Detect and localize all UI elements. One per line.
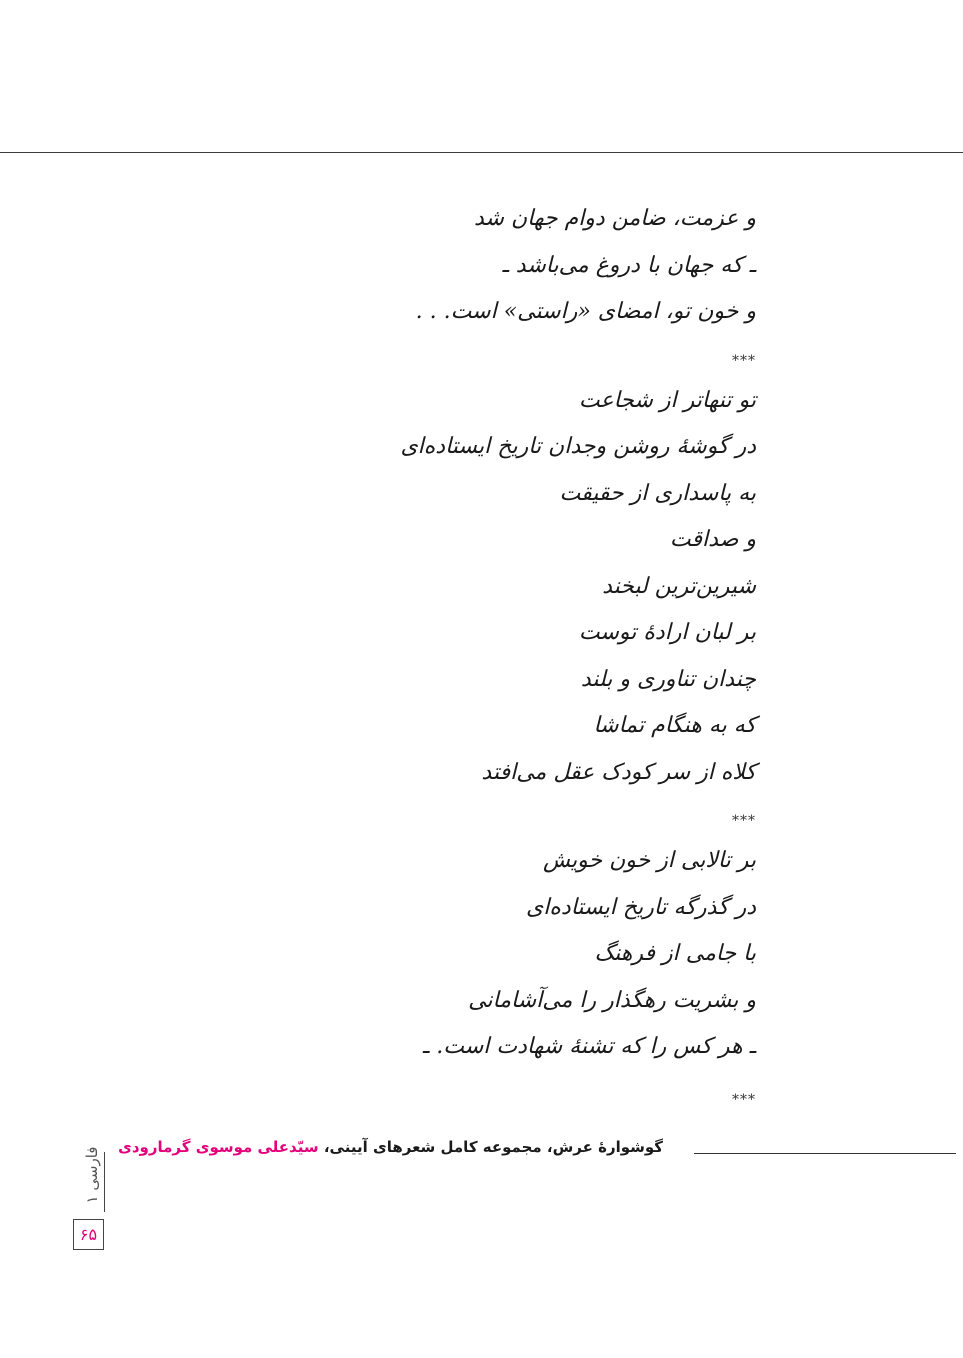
stanza-separator: ***: [732, 813, 756, 829]
source-author: سیّدعلی موسوی گرمارودی: [118, 1138, 319, 1156]
source-citation: [118, 1138, 663, 1156]
poem-line: شیرین‌ترین لبخند: [602, 573, 756, 599]
poem-line: چندان تناوری و بلند: [580, 666, 756, 692]
poem-line: در گوشهٔ روشن وجدان تاریخ ایستاده‌ای: [400, 434, 756, 459]
poem-line: بر لبان ارادهٔ توست: [578, 620, 756, 645]
poem-line: و صداقت: [669, 527, 756, 552]
poem-line: تو تنهاتر از شجاعت: [578, 387, 756, 413]
poem-line: ـ هر کس را که تشنهٔ شهادت است. ـ: [422, 1034, 756, 1059]
poem-line: ـ که جهان با دروغ می‌باشد ـ: [502, 252, 756, 278]
book-label-rule: [104, 1152, 105, 1212]
poem-line: و خون تو، امضای «راستی» است. . .: [415, 299, 756, 324]
poem-line: بر تالابی از خون خویش: [542, 848, 756, 873]
source-rule: [694, 1153, 956, 1154]
poem-line: به پاسداری از حقیقت: [559, 480, 756, 506]
poem: [400, 196, 756, 1117]
page-number: ۶۵: [73, 1219, 104, 1250]
poem-line: در گذرگه تاریخ ایستاده‌ای: [526, 894, 756, 920]
source-text: گوشوارهٔ عرش، مجموعه کامل شعرهای آیینی،: [323, 1138, 663, 1156]
book-label: فارسی ۱: [83, 1146, 101, 1204]
poem-line: با جامی از فرهنگ: [594, 941, 756, 966]
poem-line: که به هنگام تماشا: [593, 713, 756, 738]
stanza-separator: ***: [732, 352, 756, 369]
header-rule: [0, 152, 963, 153]
stanza-separator: ***: [732, 1091, 756, 1108]
poem-line: و عزمت، ضامن دوام جهان شد: [474, 206, 756, 231]
poem-line: و بشریت رهگذار را می‌آشامانی: [468, 987, 756, 1013]
poem-line: کلاه از سر کودک عقل می‌افتد: [481, 759, 756, 785]
